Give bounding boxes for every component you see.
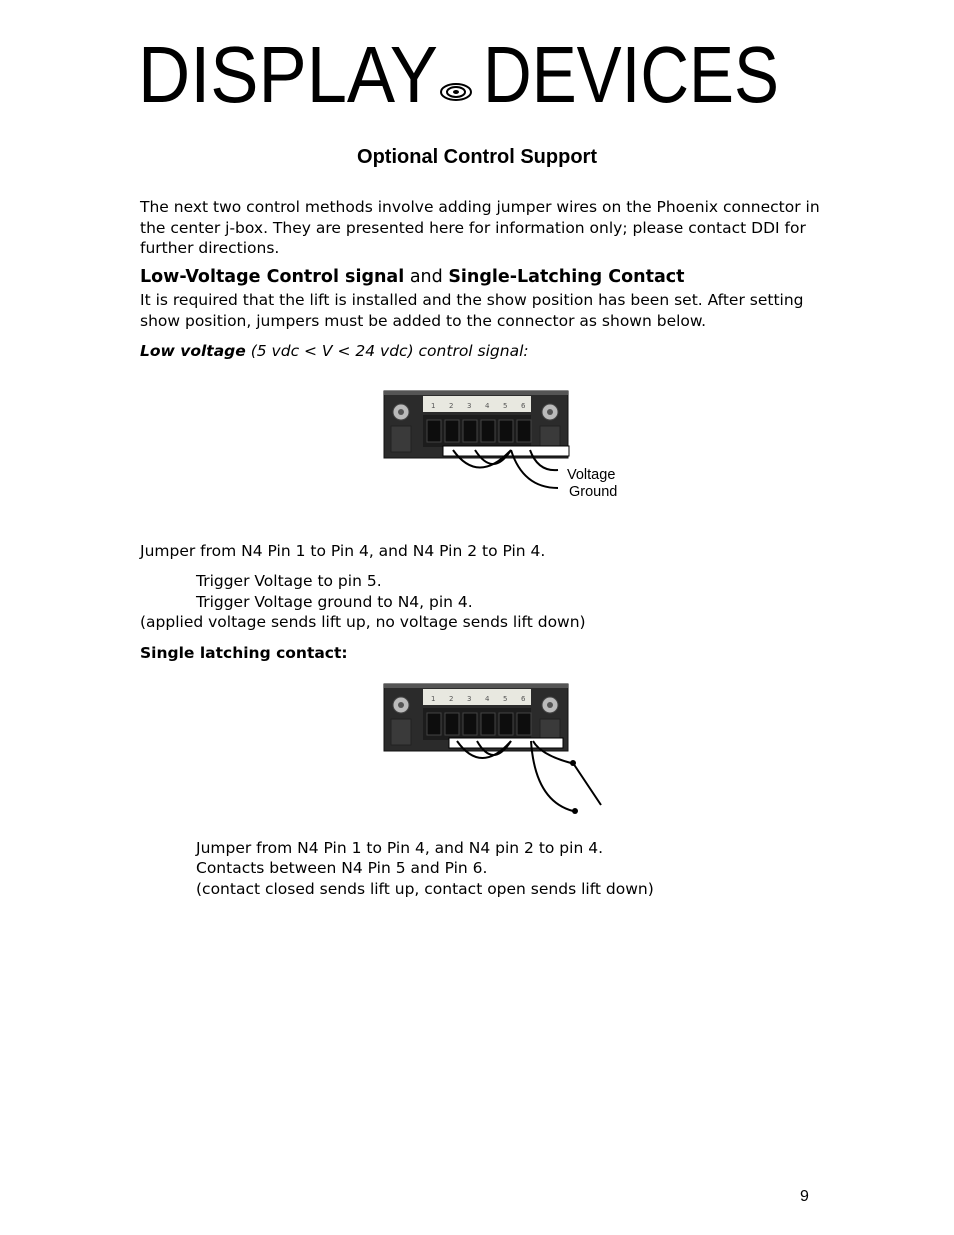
pin-number: 2: [449, 402, 454, 410]
logo-left-word: DISPLAY: [138, 30, 438, 119]
pin-number: 6: [521, 402, 526, 410]
logo-right-word: DEVICES: [483, 30, 779, 119]
trigger-voltage-line: Trigger Voltage to pin 5.: [196, 572, 382, 590]
pin-number: 5: [503, 695, 508, 703]
contacts-line: Contacts between N4 Pin 5 and Pin 6.: [196, 859, 488, 877]
single-latching-jumper-line: Jumper from N4 Pin 1 to Pin 4, and N4 pin 2 to pin 4.: [196, 839, 603, 857]
single-latching-note: (contact closed sends lift up, contact open sends lift down): [196, 880, 654, 898]
low-voltage-jumper-line: Jumper from N4 Pin 1 to Pin 4, and N4 Pin 2 to Pin 4.: [140, 542, 546, 560]
single-latching-label: Single latching contact:: [140, 644, 348, 662]
low-voltage-label-range: (5 vdc < V < 24 vdc) control signal:: [245, 342, 529, 360]
page-number: 9: [800, 1188, 809, 1205]
pin-number: 4: [485, 402, 490, 410]
pin-number: 1: [431, 695, 436, 703]
page-title: Optional Control Support: [357, 146, 597, 168]
intro-line: The next two control methods involve adding jumper wires on the Phoenix connector in: [140, 198, 820, 216]
heading-single-latching: Single-Latching Contact: [448, 267, 685, 287]
trigger-ground-line: Trigger Voltage ground to N4, pin 4.: [196, 593, 473, 611]
section-body: [140, 290, 830, 331]
heading-and: and: [404, 267, 449, 287]
pin-number: 3: [467, 695, 472, 703]
brand-logo: [138, 30, 798, 119]
single-latching-connector-diagram: [383, 683, 613, 813]
intro-line: the center j-box. They are presented here for information only; please contact DDI for: [140, 218, 806, 237]
pin-number: 4: [485, 695, 490, 703]
low-voltage-connector-diagram: [383, 390, 633, 505]
intro-line: further directions.: [140, 239, 280, 257]
intro-paragraph: [140, 197, 830, 259]
voltage-label: Voltage: [567, 467, 616, 483]
pin-number: 2: [449, 695, 454, 703]
swirl-logo-icon: [441, 84, 471, 100]
logo-graphic: [138, 30, 798, 119]
pin-number: 1: [431, 402, 436, 410]
low-voltage-label: [140, 341, 830, 362]
section-body-line: show position, jumpers must be added to the connector as shown below.: [140, 311, 707, 330]
heading-low-voltage: Low-Voltage Control signal: [140, 267, 405, 287]
ground-label: Ground: [569, 484, 618, 500]
low-voltage-label-bold: Low voltage: [140, 342, 246, 360]
pin-number: 5: [503, 402, 508, 410]
pin-number: 6: [521, 695, 526, 703]
low-voltage-note: (applied voltage sends lift up, no voltage sends lift down): [140, 613, 586, 631]
pin-number: 3: [467, 402, 472, 410]
connector-photo-2: [383, 683, 613, 813]
connector-photo-1: [383, 390, 633, 505]
section-body-line: It is required that the lift is installed and the show position has been set. After setting: [140, 291, 804, 309]
section-heading: [140, 267, 685, 287]
